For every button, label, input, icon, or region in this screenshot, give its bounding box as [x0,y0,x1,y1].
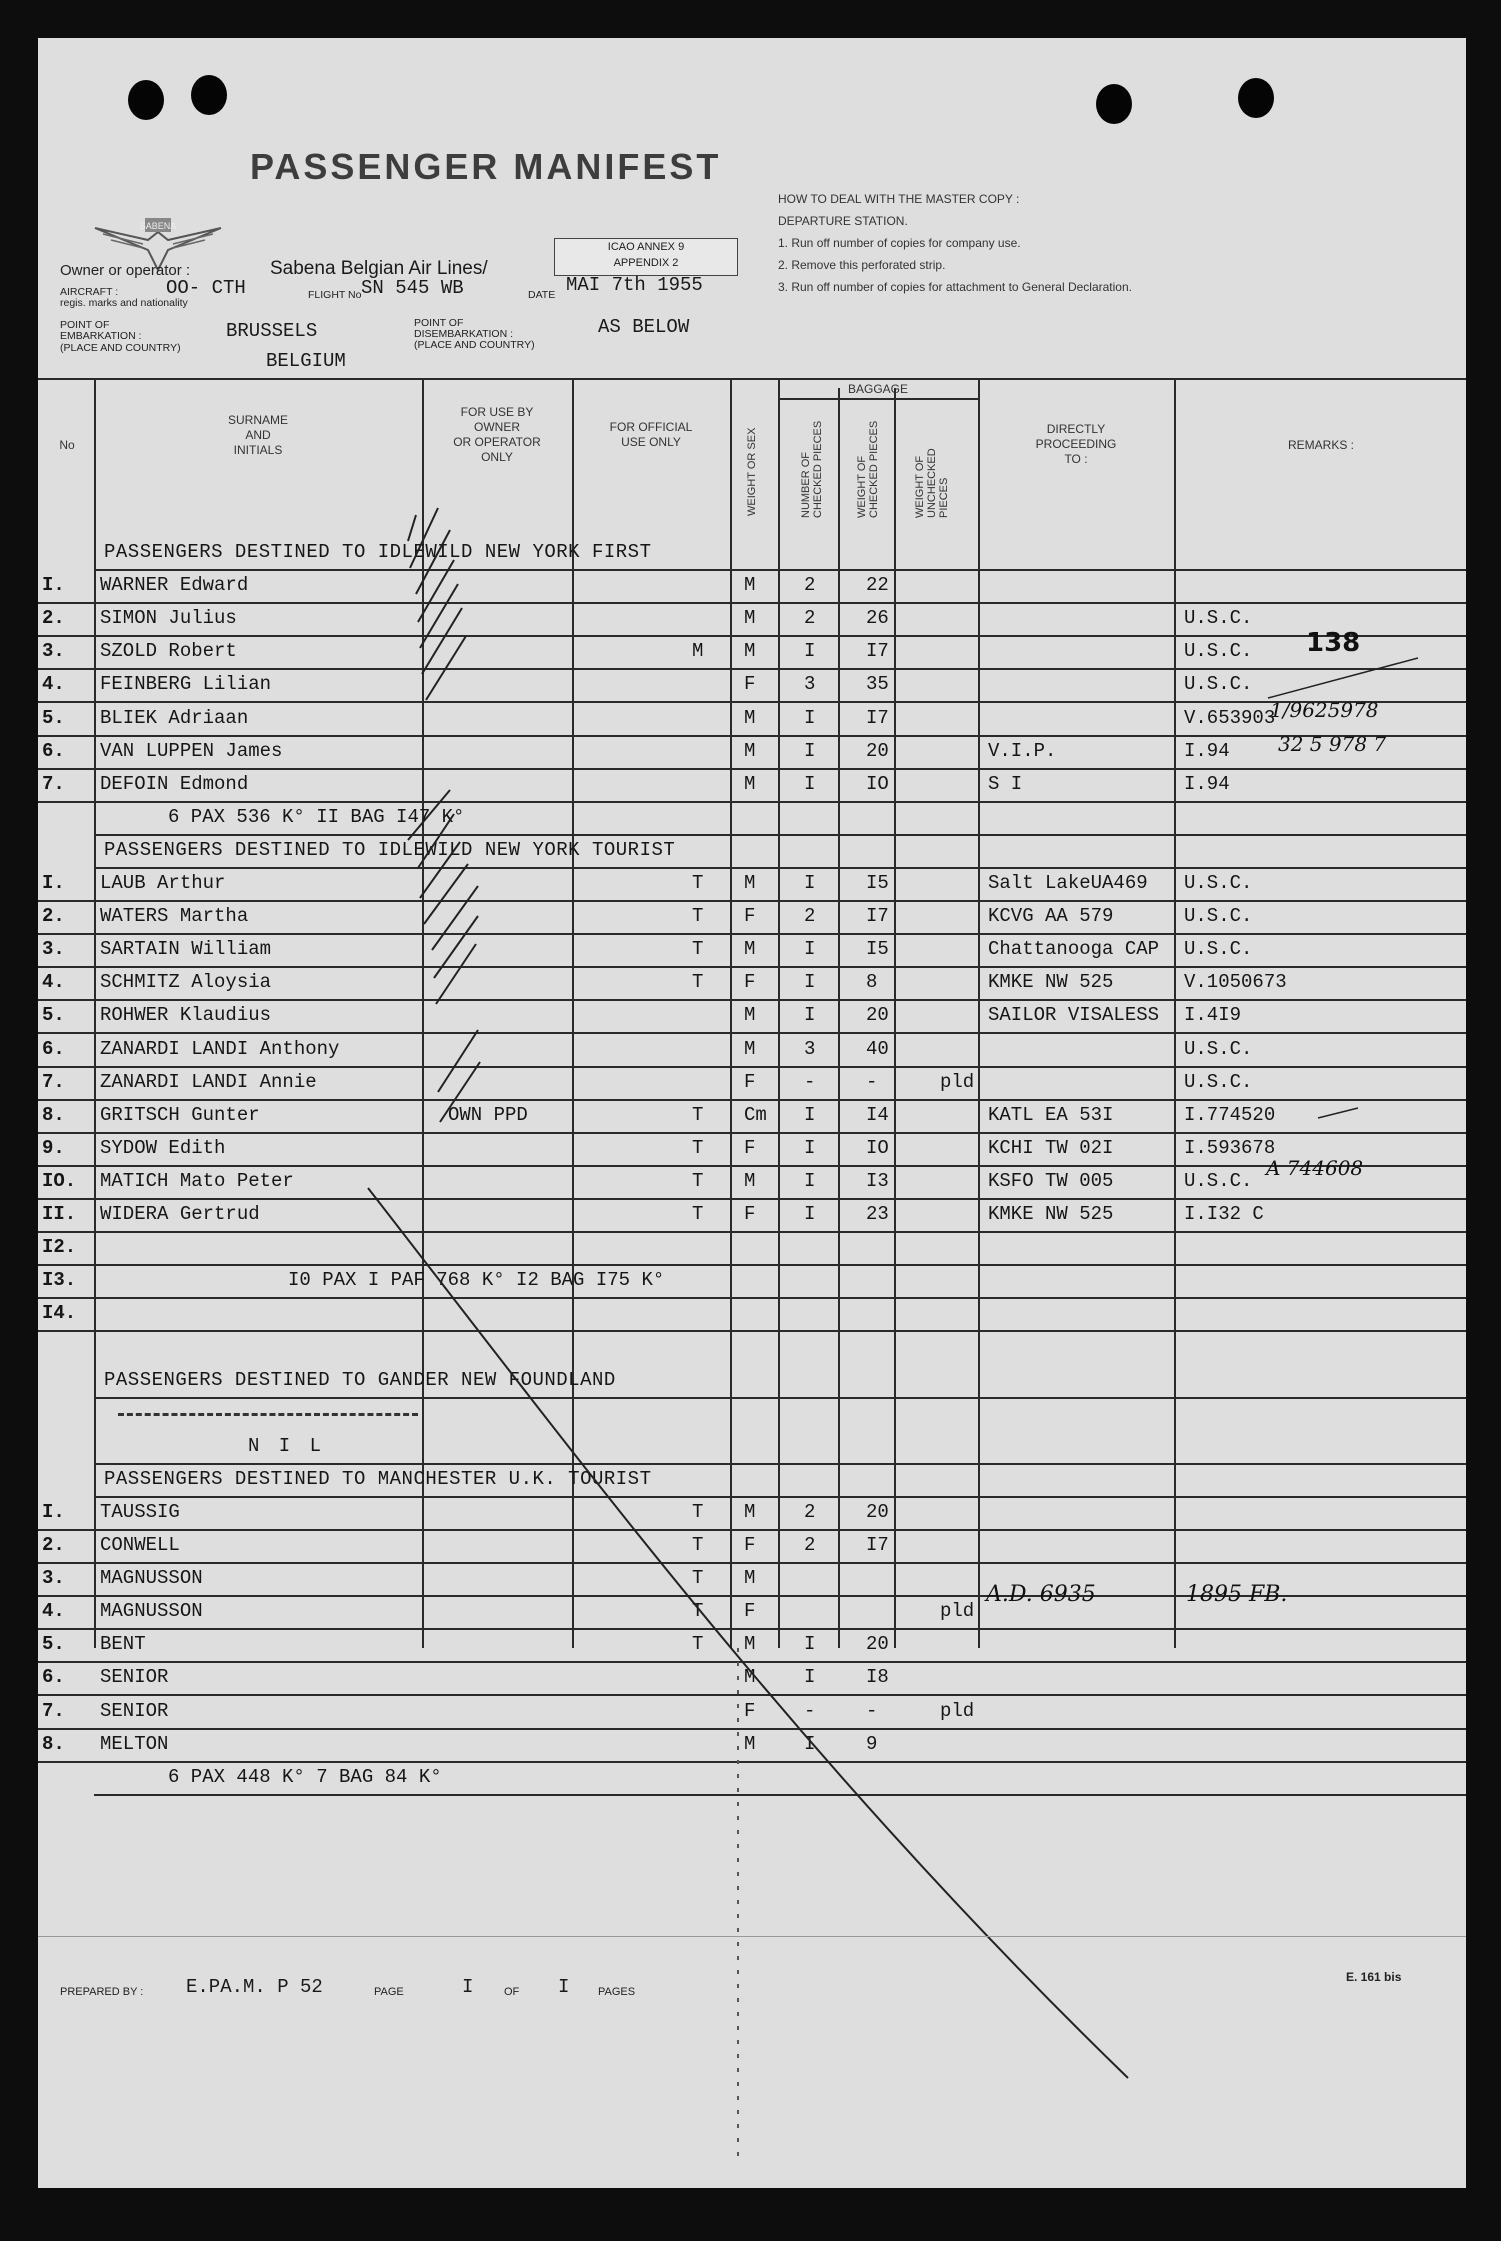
instruction-line: DEPARTURE STATION. [778,214,908,228]
row-number: 3. [42,938,65,960]
checked-pieces: I [804,1733,816,1755]
remarks: I.4I9 [1184,1004,1242,1026]
sex-code: M [744,1170,756,1192]
passenger-name: LAUB Arthur [100,872,226,894]
row-number: 5. [42,707,65,729]
handwritten-visa-number: 32 5 978 7 [1278,732,1387,756]
embark-label: POINT OF [60,319,110,331]
row-number: 5. [42,1004,65,1026]
col-header-line: FOR USE BY [460,405,534,419]
row-number: 4. [42,1600,65,1622]
remarks: I.I32 C [1184,1203,1264,1225]
passenger-name: MAGNUSSON [100,1567,203,1589]
destination: KMKE NW 525 [988,1203,1114,1225]
date-value: MAI 7th 1955 [566,274,703,296]
checked-weight: I5 [866,938,889,960]
passenger-name: WARNER Edward [100,574,249,596]
unchecked-weight: pld [940,1071,975,1093]
page-title: PASSENGER MANIFEST [250,146,722,187]
col-header-line: FOR OFFICIAL [609,420,693,434]
form-code: E. 161 bis [1346,1970,1402,1984]
col-header-line: DIRECTLY [1046,422,1106,436]
row-number: 3. [42,1567,65,1589]
row-number: 6. [42,740,65,762]
row-number: 8. [42,1104,65,1126]
destination: KCHI TW 02I [988,1137,1114,1159]
remarks: I.774520 [1184,1104,1276,1126]
owner-label: Owner or operator : [60,262,191,279]
row-number: 2. [42,607,65,629]
checked-weight: IO [866,1137,889,1159]
check-marks [408,508,480,1122]
passenger-name: SCHMITZ Aloysia [100,971,272,993]
checked-weight: I7 [866,905,889,927]
sex-code: M [744,740,756,762]
checked-pieces: I [804,971,816,993]
checked-weight: I7 [866,1534,889,1556]
checked-weight: 20 [866,1633,889,1655]
handwritten-visa-number: A 744608 [1266,1156,1364,1180]
footer-rule [38,1936,1466,1937]
checked-weight: - [866,1071,878,1093]
checked-pieces: I [804,640,816,662]
col-header-line: ONLY [481,450,513,464]
class-code: T [692,1137,704,1159]
row-number: 7. [42,1071,65,1093]
checked-pieces: I [804,872,816,894]
remarks: U.S.C. [1184,1170,1253,1192]
col-header-line: OWNER [474,420,520,434]
sex-code: M [744,1733,756,1755]
row-number: 5. [42,1633,65,1655]
checked-weight: 8 [866,971,878,993]
sex-code: M [744,574,756,596]
class-code: T [692,1203,704,1225]
checked-weight: I5 [866,872,889,894]
svg-text:SABENA: SABENA [139,221,177,231]
checked-weight: 20 [866,1501,889,1523]
class-code: T [692,1104,704,1126]
passenger-name: MAGNUSSON [100,1600,203,1622]
passenger-name: SIMON Julius [100,607,237,629]
checked-weight: 26 [866,607,889,629]
remarks: U.S.C. [1184,872,1253,894]
checked-weight: 23 [866,1203,889,1225]
passenger-name: BENT [100,1633,146,1655]
row-number: I4. [42,1302,77,1324]
flight-label: FLIGHT No [308,289,362,301]
destination: SAILOR VISALESS [988,1004,1160,1026]
class-code: T [692,1600,704,1622]
row-number: I. [42,872,65,894]
aircraft-value: OO- CTH [166,277,246,299]
passenger-name: VAN LUPPEN James [100,740,283,762]
remarks: V.653903 [1184,707,1276,729]
passenger-name: TAUSSIG [100,1501,180,1523]
date-label: DATE [528,289,556,301]
passenger-name: FEINBERG Lilian [100,673,272,695]
checked-pieces: 2 [804,574,816,596]
instruction-line: HOW TO DEAL WITH THE MASTER COPY : [778,192,1020,206]
sex-code: M [744,1633,756,1655]
nil-entry: N I L [248,1435,326,1457]
col-header-line: OR OPERATOR [453,435,541,449]
col-header-line: AND [245,428,271,442]
handwritten-ad-number: A.D. 6935 [986,1582,1096,1607]
destination: KMKE NW 525 [988,971,1114,993]
passenger-name: BLIEK Adriaan [100,707,249,729]
section-total: I0 PAX I PAF 768 K° I2 BAG I75 K° [288,1269,665,1291]
destination: S I [988,773,1023,795]
class-code: T [692,1170,704,1192]
destination: V.I.P. [988,740,1057,762]
col-header-line: PROCEEDING [1035,437,1117,451]
checked-weight: I4 [866,1104,889,1126]
sex-code: F [744,905,756,927]
row-number: 8. [42,1733,65,1755]
instruction-line: 1. Run off number of copies for company use. [778,236,1021,250]
row-number: I2. [42,1236,77,1258]
section-heading: PASSENGERS DESTINED TO GANDER NEW FOUNDLAND [104,1369,616,1391]
checked-pieces: 2 [804,1501,816,1523]
row-number: 4. [42,971,65,993]
checked-pieces: 2 [804,607,816,629]
checked-weight: I8 [866,1666,889,1688]
embark-city: BRUSSELS [226,320,318,342]
of-value: I [558,1976,570,1998]
row-number: 6. [42,1666,65,1688]
sex-code: M [744,640,756,662]
passenger-name: MATICH Mato Peter [100,1170,294,1192]
checked-pieces: - [804,1700,816,1722]
sex-code: F [744,1534,756,1556]
remarks: V.1050673 [1184,971,1287,993]
row-number: 7. [42,773,65,795]
section-total: 6 PAX 536 K° II BAG I47 K° [168,806,465,828]
checked-pieces: I [804,1137,816,1159]
handwritten-fb-number: 1895 FB. [1186,1582,1288,1607]
sex-code: F [744,1071,756,1093]
sex-code: M [744,1666,756,1688]
row-number: 2. [42,1534,65,1556]
passenger-name: SENIOR [100,1700,169,1722]
passenger-name: MELTON [100,1733,169,1755]
disembark-value: AS BELOW [598,316,690,338]
pages-label: PAGES [598,1986,636,1998]
passenger-name: SYDOW Edith [100,1137,226,1159]
class-code: M [692,640,704,662]
checked-pieces: I [804,938,816,960]
prepared-by-value: E.PA.M. P 52 [186,1976,323,1998]
pen-marks [38,38,1466,2188]
passenger-name: CONWELL [100,1534,180,1556]
aircraft-label: AIRCRAFT : [60,286,119,298]
embark-label: EMBARKATION : [60,330,142,342]
sex-code: F [744,673,756,695]
handwritten-visa-number: 1/9625978 [1270,698,1379,722]
row-number: 6. [42,1038,65,1060]
passenger-name: ZANARDI LANDI Anthony [100,1038,340,1060]
checked-weight: 20 [866,1004,889,1026]
sex-code: F [744,1700,756,1722]
row-number: I3. [42,1269,77,1291]
sex-code: M [744,1038,756,1060]
disembark-label: POINT OF [414,317,464,329]
row-number: II. [42,1203,77,1225]
col-header-line: TO : [1064,452,1088,466]
checked-pieces: I [804,1170,816,1192]
owner-use-note: OWN PPD [448,1104,528,1126]
col-header-num-checked: NUMBER OF CHECKED PIECES [800,420,824,518]
checked-weight: IO [866,773,889,795]
class-code: T [692,1534,704,1556]
sex-code: M [744,938,756,960]
col-header-baggage: BAGGAGE [847,382,909,396]
remarks: U.S.C. [1184,1071,1253,1093]
sex-code: F [744,1203,756,1225]
remarks: U.S.C. [1184,640,1253,662]
remarks: U.S.C. [1184,673,1253,695]
row-number: I. [42,1501,65,1523]
checked-pieces: 3 [804,673,816,695]
col-header-line: SURNAME [227,413,288,427]
sex-code: F [744,1137,756,1159]
remarks: I.593678 [1184,1137,1276,1159]
checked-pieces: 2 [804,905,816,927]
passenger-name: SZOLD Robert [100,640,237,662]
col-header-weight-checked: WEIGHT OF CHECKED PIECES [856,420,880,518]
disembark-label: (PLACE AND COUNTRY) [414,339,535,351]
passenger-name: WATERS Martha [100,905,249,927]
remarks: U.S.C. [1184,905,1253,927]
checked-weight: - [866,1700,878,1722]
destination: Salt LakeUA469 [988,872,1148,894]
section-heading: PASSENGERS DESTINED TO MANCHESTER U.K. TOURIST [104,1468,652,1490]
class-code: T [692,1567,704,1589]
aircraft-sublabel: regis. marks and nationality [60,297,188,309]
sex-code: M [744,872,756,894]
row-number: 4. [42,673,65,695]
section-heading: PASSENGERS DESTINED TO IDLEWILD NEW YORK TOURIST [104,839,676,861]
passenger-name: DEFOIN Edmond [100,773,249,795]
sex-code: F [744,971,756,993]
passenger-name: GRITSCH Gunter [100,1104,260,1126]
passenger-name: SARTAIN William [100,938,272,960]
col-header-remarks: REMARKS : [1287,438,1354,452]
passenger-name: ROHWER Klaudius [100,1004,272,1026]
instruction-line: 2. Remove this perforated strip. [778,258,946,272]
remarks: I.94 [1184,740,1230,762]
embark-label: (PLACE AND COUNTRY) [60,342,181,354]
section-heading: PASSENGERS DESTINED TO IDLEWILD NEW YORK FIRST [104,541,652,563]
class-code: T [692,971,704,993]
sex-code: M [744,1501,756,1523]
remarks: U.S.C. [1184,938,1253,960]
owner-value: Sabena Belgian Air Lines/ [270,258,488,279]
checked-weight: 9 [866,1733,878,1755]
check-stroke [1318,1108,1358,1118]
col-header-line: INITIALS [233,443,283,457]
checked-pieces: I [804,1633,816,1655]
row-number: IO. [42,1170,77,1192]
disembark-label: DISEMBARKATION : [414,328,513,340]
check-stroke [1268,658,1418,698]
remarks: U.S.C. [1184,1038,1253,1060]
checked-weight: 40 [866,1038,889,1060]
checked-pieces: I [804,740,816,762]
class-code: T [692,1633,704,1655]
embark-country: BELGIUM [266,350,346,372]
destination: KATL EA 53I [988,1104,1114,1126]
row-number: 9. [42,1137,65,1159]
destination: KCVG AA 579 [988,905,1114,927]
diagonal-strike-line [368,1188,1128,2078]
class-code: T [692,938,704,960]
unchecked-weight: pld [940,1700,975,1722]
checked-pieces: I [804,1104,816,1126]
sex-code: M [744,773,756,795]
sex-code: M [744,707,756,729]
sex-code: M [744,1567,756,1589]
icao-line2: APPENDIX 2 [613,257,679,269]
checked-pieces: I [804,773,816,795]
destination: Chattanooga CAP [988,938,1160,960]
of-label: OF [504,1986,520,1998]
instruction-line: 3. Run off number of copies for attachment to General Declaration. [778,280,1132,294]
col-header-no: No [59,438,75,452]
remarks: I.94 [1184,773,1230,795]
col-header-line: USE ONLY [621,435,681,449]
class-code: T [692,1501,704,1523]
checked-weight: I7 [866,707,889,729]
manifest-sheet [38,38,1466,2188]
icao-line1: ICAO ANNEX 9 [607,241,685,253]
remarks: U.S.C. [1184,607,1253,629]
checked-pieces: I [804,1203,816,1225]
checked-pieces: 2 [804,1534,816,1556]
sex-code: M [744,607,756,629]
prepared-by-label: PREPARED BY : [60,1986,144,1998]
checked-pieces: I [804,1004,816,1026]
checked-weight: 20 [866,740,889,762]
flight-value: SN 545 WB [361,277,464,299]
handwritten-number: 138 [1306,628,1361,658]
col-header-weight-sex: WEIGHT OR SEX [746,427,758,516]
row-number: 2. [42,905,65,927]
passenger-name: SENIOR [100,1666,169,1688]
destination: KSFO TW 005 [988,1170,1114,1192]
checked-weight: I3 [866,1170,889,1192]
passenger-name: ZANARDI LANDI Annie [100,1071,317,1093]
sex-code: M [744,1004,756,1026]
unchecked-weight: pld [940,1600,975,1622]
checked-pieces: - [804,1071,816,1093]
page-label: PAGE [374,1986,404,1998]
passenger-name: WIDERA Gertrud [100,1203,260,1225]
row-number: I. [42,574,65,596]
checked-pieces: I [804,1666,816,1688]
checked-pieces: 3 [804,1038,816,1060]
sex-code: Cm [744,1104,767,1126]
class-code: T [692,872,704,894]
row-number: 3. [42,640,65,662]
checked-weight: I7 [866,640,889,662]
checked-weight: 35 [866,673,889,695]
section-total: 6 PAX 448 K° 7 BAG 84 K° [168,1766,442,1788]
col-header-weight-unchecked: WEIGHT OF UNCHECKED PIECES [914,448,950,518]
sex-code: F [744,1600,756,1622]
checked-pieces: I [804,707,816,729]
row-number: 7. [42,1700,65,1722]
page-value: I [462,1976,474,1998]
class-code: T [692,905,704,927]
checked-weight: 22 [866,574,889,596]
